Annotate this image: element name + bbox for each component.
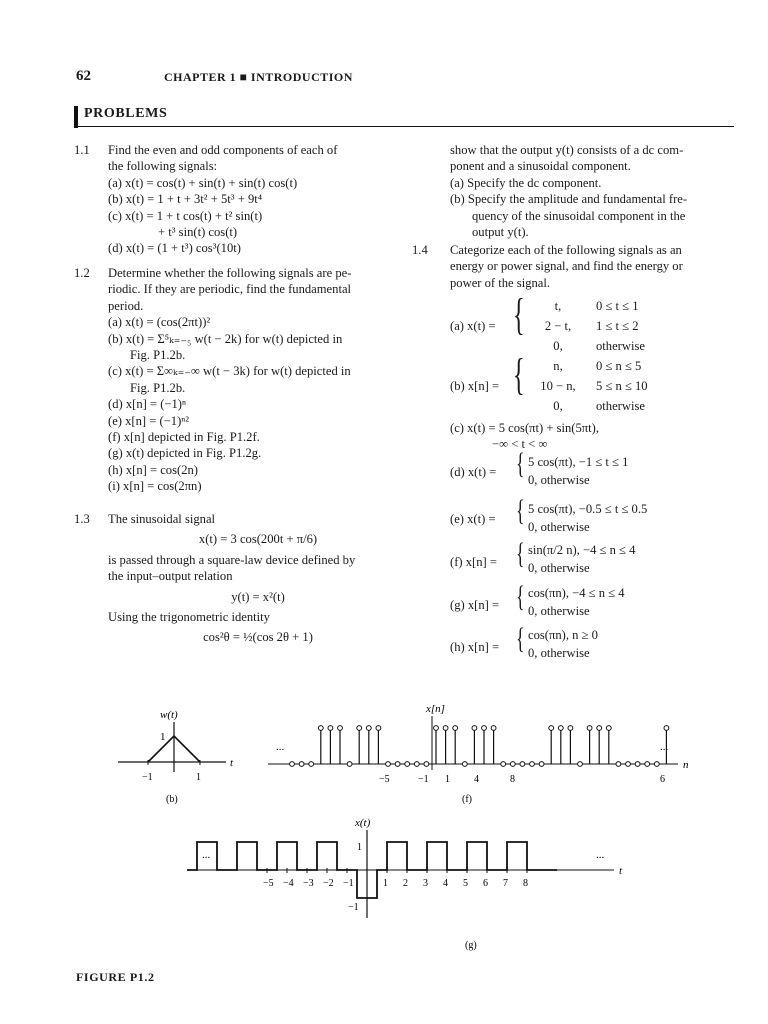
case-condition: 0 ≤ t ≤ 1 [596, 299, 639, 313]
section-title: PROBLEMS [84, 106, 168, 121]
problem-1-3-continued [450, 142, 687, 240]
equation: x(t) = 3 cos(200t + π/6) [198, 532, 318, 547]
case-line: 0, otherwise [528, 561, 590, 575]
tick-label: 8 [510, 774, 515, 785]
item-line: −∞ < t < ∞ [492, 437, 548, 451]
item-line: (g) x(t) depicted in Fig. P1.2g. [108, 446, 262, 461]
text-line: period. [108, 298, 144, 313]
item-line: Fig. P1.2b. [130, 380, 186, 395]
zero-sample [395, 762, 400, 767]
stem-marker [568, 726, 573, 731]
tick-label: 4 [474, 774, 479, 785]
stem-marker [366, 726, 371, 731]
brace: { [513, 290, 525, 339]
case-condition: 5 ≤ n ≤ 10 [596, 379, 648, 393]
zero-sample [578, 762, 583, 767]
case-value: 0, [553, 339, 563, 353]
equation: y(t) = x²(t) [231, 589, 285, 604]
case-line: 5 cos(πt), −1 ≤ t ≤ 1 [528, 455, 629, 469]
tick-label: −5 [379, 774, 390, 785]
peak-label: 1 [160, 731, 166, 743]
tick-label: 1 [383, 878, 388, 889]
case-condition: otherwise [596, 399, 645, 413]
tick-label: −3 [303, 878, 314, 889]
brace: { [516, 580, 525, 613]
zero-sample [616, 762, 621, 767]
stem-marker [549, 726, 554, 731]
ellipsis: ... [276, 741, 285, 753]
case-line: cos(πn), n ≥ 0 [528, 628, 598, 642]
zero-sample [635, 762, 640, 767]
zero-sample [501, 762, 506, 767]
figure-p1-2 [0, 690, 768, 960]
tick-label: 1 [196, 772, 201, 783]
zero-sample [299, 762, 304, 767]
item-line: (f) x[n] depicted in Fig. P1.2f. [108, 429, 260, 444]
level-label: 1 [357, 842, 362, 853]
stem-marker [482, 726, 487, 731]
tick-label: −5 [263, 878, 274, 889]
problem-number: 1.4 [412, 243, 428, 257]
stem-marker [357, 726, 362, 731]
problem-1-1 [108, 142, 337, 257]
caption: (g) [465, 940, 477, 951]
text-line: Using the trigonometric identity [108, 609, 270, 624]
item-line: output y(t). [472, 224, 529, 239]
zero-sample [530, 762, 535, 767]
case-line: sin(π/2 n), −4 ≤ n ≤ 4 [528, 543, 636, 557]
text-line: show that the output y(t) consists of a dc com- [450, 143, 684, 157]
zero-sample [309, 762, 314, 767]
item-line: (c) x(t) = 1 + t cos(t) + t² sin(t) [108, 208, 263, 223]
figure-g [187, 817, 623, 951]
text-line: energy or power signal, and find the energy or [450, 259, 683, 274]
piecewise-label: (g) x[n] = [450, 598, 500, 612]
zero-sample [414, 762, 419, 767]
chapter-heading: CHAPTER 1 ■ INTRODUCTION [164, 70, 353, 84]
case-line: 0, otherwise [528, 520, 590, 534]
item-line: (d) x[n] = (−1)ⁿ [108, 397, 186, 412]
text-line: riodic. If they are periodic, find the fundamental [108, 282, 352, 297]
item-line: (e) x[n] = (−1)ⁿ² [108, 413, 190, 428]
axis-label: t [230, 757, 234, 769]
stem-marker [558, 726, 563, 731]
tick-label: 1 [445, 774, 450, 785]
stem-marker [597, 726, 602, 731]
text-line: is passed through a square-law device defined by [108, 552, 356, 567]
stem-marker [472, 726, 477, 731]
zero-sample [386, 762, 391, 767]
piecewise-label: (a) x(t) = [450, 319, 496, 333]
tick-label: −1 [142, 772, 153, 783]
axis-label: x(t) [355, 817, 371, 829]
piecewise-label: (h) x[n] = [450, 640, 500, 654]
brace: { [516, 494, 525, 527]
ellipsis: ... [202, 849, 211, 861]
case-line: 5 cos(πt), −0.5 ≤ t ≤ 0.5 [528, 502, 648, 516]
axis-label: x[n] [426, 703, 445, 715]
tick-label: 4 [443, 878, 448, 889]
zero-sample [520, 762, 525, 767]
case-line: 0, otherwise [528, 473, 590, 487]
stem-marker [606, 726, 611, 731]
tick-label: −1 [343, 878, 354, 889]
stem-marker [434, 726, 439, 731]
level-label: −1 [348, 902, 359, 913]
stem-marker [318, 726, 323, 731]
tick-label: 7 [503, 878, 508, 889]
ellipsis: ... [596, 849, 605, 861]
tick-label: 2 [403, 878, 408, 889]
tick-label: 8 [523, 878, 528, 889]
tick-label: 5 [463, 878, 468, 889]
item-line: (a) Specify the dc component. [450, 175, 602, 190]
problem-number: 1.1 [74, 143, 90, 157]
section-rule [74, 126, 734, 127]
item-line: (c) x(t) = Σ∞ₖ₌₋∞ w(t − 3k) for w(t) depicted in [108, 364, 351, 379]
zero-sample [424, 762, 429, 767]
item-line: (a) x(t) = (cos(2πt))² [108, 315, 211, 330]
stem-marker [338, 726, 343, 731]
item-line: (i) x[n] = cos(2πn) [108, 479, 202, 494]
piecewise-label: (e) x(t) = [450, 512, 496, 526]
piecewise-label: (d) x(t) = [450, 465, 497, 479]
case-condition: 1 ≤ t ≤ 2 [596, 319, 639, 333]
case-condition: 0 ≤ n ≤ 5 [596, 359, 642, 373]
stem-marker [491, 726, 496, 731]
case-value: 10 − n, [540, 379, 576, 393]
text-line: Determine whether the following signals are pe- [108, 266, 352, 280]
page-number: 62 [76, 68, 91, 84]
case-value: 2 − t, [544, 319, 572, 333]
problem-number: 1.2 [74, 266, 90, 280]
caption: (b) [166, 794, 178, 805]
case-value: t, [554, 299, 562, 313]
item-line: Fig. P1.2b. [130, 347, 186, 362]
text-line: Categorize each of the following signals as an [450, 243, 682, 257]
figure-b [118, 709, 234, 805]
section-marker [74, 106, 78, 128]
case-line: cos(πn), −4 ≤ n ≤ 4 [528, 586, 625, 600]
zero-sample [462, 762, 467, 767]
text-line: Find the even and odd components of each of [108, 143, 338, 157]
item-line: (a) x(t) = cos(t) + sin(t) + sin(t) cos(t) [108, 175, 298, 190]
text-line: power of the signal. [450, 275, 551, 290]
problem-1-2 [108, 265, 351, 494]
problem-1-3 [108, 511, 408, 646]
equation: cos²θ = ½(cos 2θ + 1) [203, 630, 313, 645]
case-value: 0, [553, 399, 563, 413]
case-condition: otherwise [596, 339, 645, 353]
brace: { [513, 350, 525, 399]
ellipsis: ... [660, 741, 669, 753]
figure-caption: FIGURE P1.2 [76, 970, 155, 984]
axis-label: t [619, 865, 623, 877]
item-line: + t³ sin(t) cos(t) [158, 224, 238, 239]
zero-sample [645, 762, 650, 767]
zero-sample [539, 762, 544, 767]
case-line: 0, otherwise [528, 604, 590, 618]
axis-label: w(t) [160, 709, 178, 721]
zero-sample [510, 762, 515, 767]
tick-label: 6 [660, 774, 665, 785]
stem-marker [664, 726, 669, 731]
piecewise-label: (f) x[n] = [450, 555, 497, 569]
stem-marker [453, 726, 458, 731]
zero-sample [347, 762, 352, 767]
stem-marker [587, 726, 592, 731]
case-line: 0, otherwise [528, 646, 590, 660]
zero-sample [626, 762, 631, 767]
case-value: n, [553, 359, 563, 373]
item-line: (c) x(t) = 5 cos(πt) + sin(5πt), [450, 421, 599, 435]
problem-1-4 [450, 242, 683, 291]
problem-number: 1.3 [74, 512, 90, 526]
stem-marker [328, 726, 333, 731]
item-line: quency of the sinusoidal component in the [472, 208, 686, 223]
item-line: (b) x(t) = Σ⁵ₖ₌₋₅ w(t − 2k) for w(t) depicted in [108, 331, 343, 346]
text-line: the input–output relation [108, 569, 233, 584]
tick-label: 6 [483, 878, 488, 889]
zero-sample [290, 762, 295, 767]
item-line: (b) x(t) = 1 + t + 3t² + 5t³ + 9t⁴ [108, 192, 263, 207]
tick-label: −4 [283, 878, 294, 889]
text-line: ponent and a sinusoidal component. [450, 159, 631, 174]
tick-label: −2 [323, 878, 334, 889]
stem-marker [376, 726, 381, 731]
brace: { [516, 447, 525, 480]
piecewise-label: (b) x[n] = [450, 379, 500, 393]
caption: (f) [462, 794, 472, 805]
tick-label: 3 [423, 878, 428, 889]
axis-label: n [683, 759, 689, 771]
text-line: the following signals: [108, 159, 218, 174]
text-line: The sinusoidal signal [108, 512, 216, 526]
brace: { [516, 537, 525, 570]
zero-sample [405, 762, 410, 767]
item-line: (d) x(t) = (1 + t³) cos³(10t) [108, 241, 241, 256]
figure-f [268, 703, 689, 805]
item-line: (b) Specify the amplitude and fundamental fre- [450, 192, 688, 207]
zero-sample [654, 762, 659, 767]
item-line: (h) x[n] = cos(2n) [108, 462, 198, 477]
stem-marker [443, 726, 448, 731]
tick-label: −1 [418, 774, 429, 785]
brace: { [516, 622, 525, 655]
